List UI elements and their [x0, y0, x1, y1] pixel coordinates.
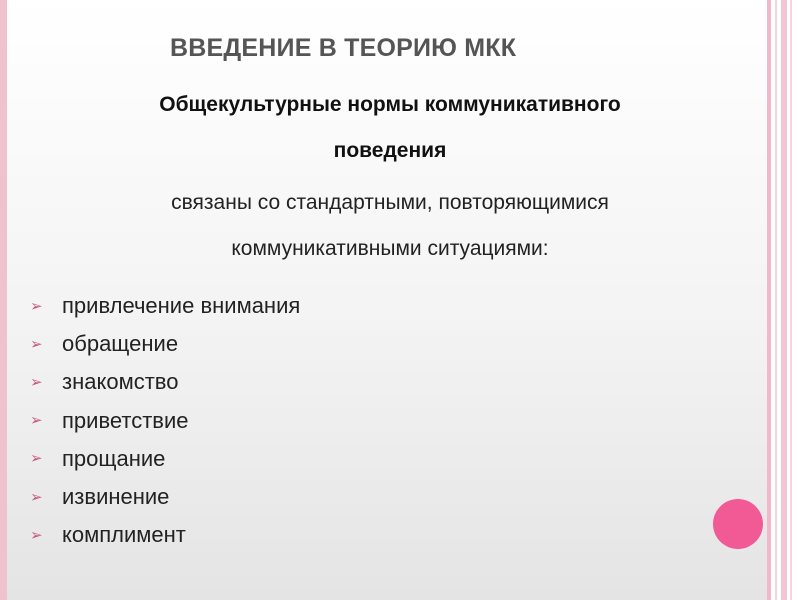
arrow-bullet-icon: ➢: [30, 412, 43, 430]
list-item-text: прощание: [62, 445, 166, 471]
list-item: [30, 325, 300, 363]
list-item-text: обращение: [62, 331, 179, 357]
left-border: [0, 0, 7, 600]
list-item-text: извинение: [62, 484, 170, 510]
arrow-bullet-icon: ➢: [30, 373, 43, 391]
description-line-2: коммуникативными ситуациями:: [231, 237, 549, 260]
bullet-list: [30, 287, 300, 554]
slide-description: [50, 180, 730, 272]
list-item-text: комплимент: [62, 522, 186, 548]
list-item-text: знакомство: [62, 369, 179, 395]
description-line-1: связаны со стандартными, повторяющимися: [171, 191, 609, 214]
list-item: [30, 440, 300, 478]
right-border: [767, 0, 771, 600]
arrow-bullet-icon: ➢: [30, 450, 43, 468]
list-item: [30, 402, 300, 440]
list-item: [30, 287, 300, 325]
arrow-bullet-icon: ➢: [30, 488, 43, 506]
arrow-bullet-icon: ➢: [30, 335, 43, 353]
list-item: [30, 363, 300, 401]
list-item: [30, 516, 300, 554]
subtitle-line-1: Общекультурные нормы коммуникативного: [159, 93, 621, 116]
arrow-bullet-icon: ➢: [30, 526, 43, 544]
right-border-stripe: [790, 0, 792, 600]
list-item: [30, 478, 300, 516]
arrow-bullet-icon: ➢: [30, 297, 43, 315]
right-border-stripe: [781, 0, 787, 600]
list-item-text: привлечение внимания: [62, 293, 301, 319]
slide-subtitle: [50, 82, 730, 174]
subtitle-line-2: поведения: [333, 139, 447, 162]
list-item-text: приветствие: [62, 407, 189, 433]
right-border-stripe: [775, 0, 777, 600]
slide-title: ВВЕДЕНИЕ В ТЕОРИЮ МКК: [170, 34, 517, 62]
decorative-pink-circle: [713, 499, 763, 549]
